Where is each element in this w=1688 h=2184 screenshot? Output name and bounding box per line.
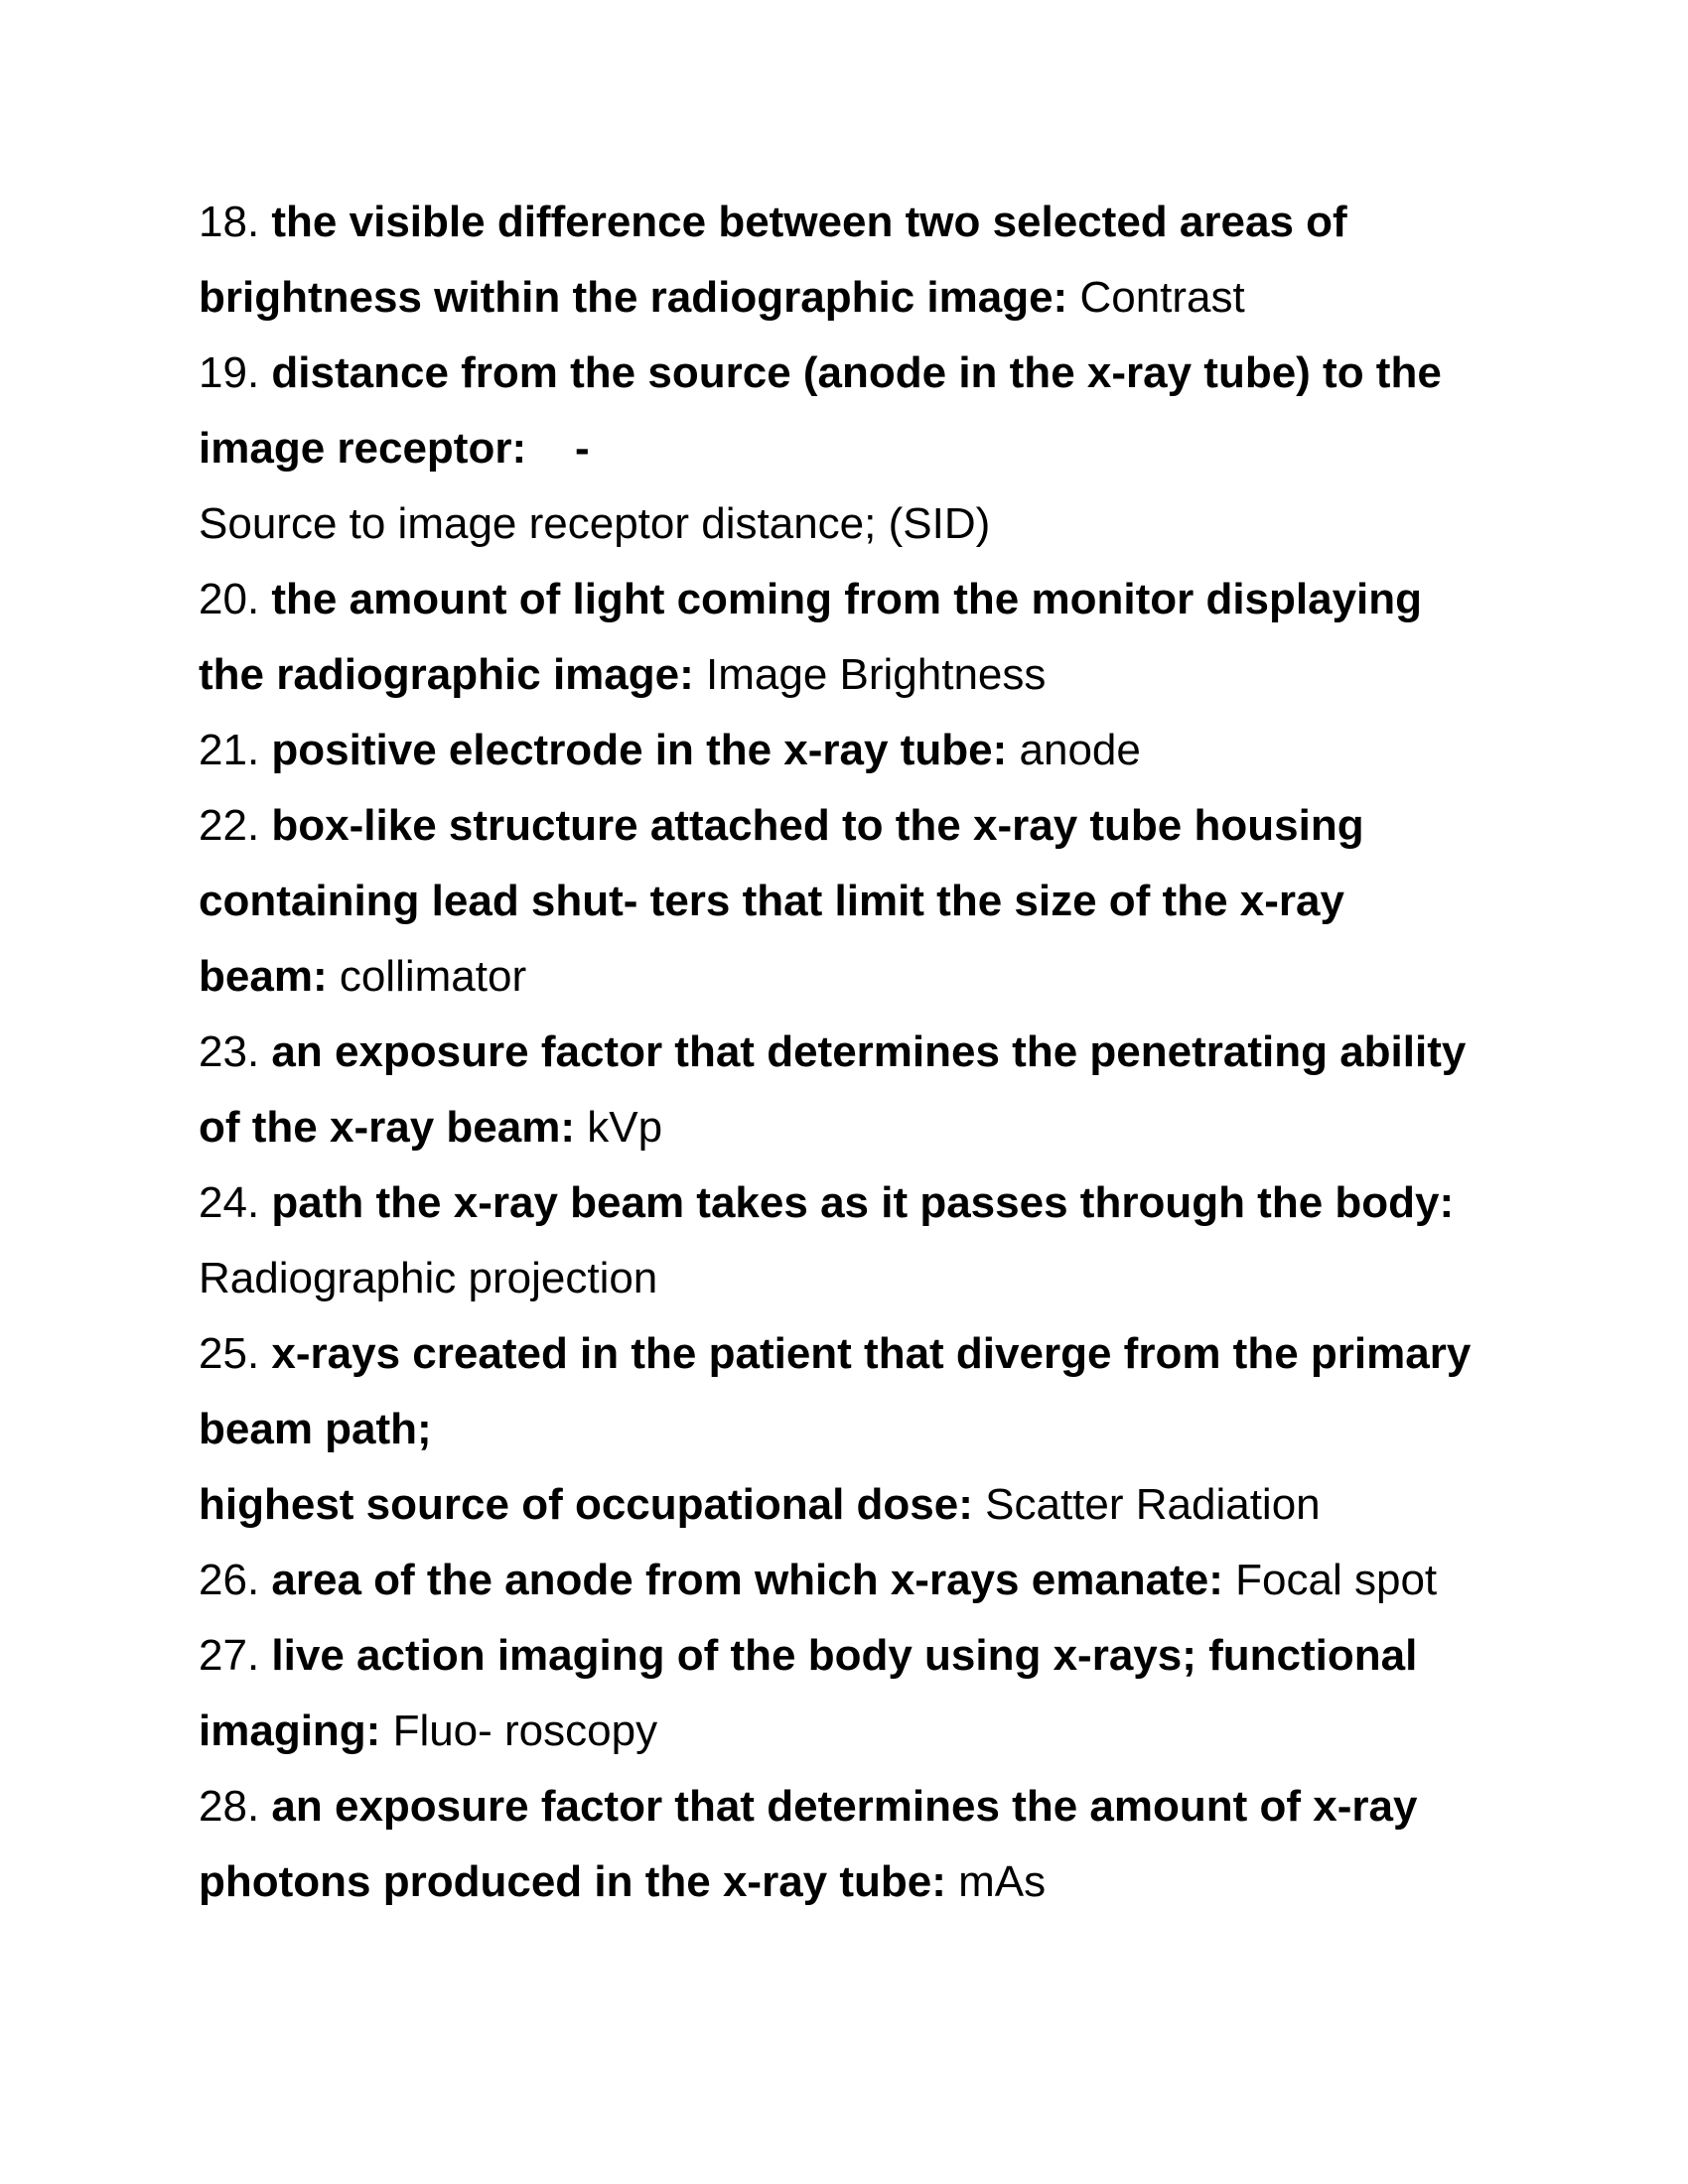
entry-23 bbox=[199, 1015, 1509, 1165]
question-text: containing lead shut- ters that limit the size of the x-ray bbox=[199, 877, 1344, 925]
entry-22 bbox=[199, 788, 1509, 1015]
entry-line bbox=[199, 637, 1509, 713]
question-text: box-like structure attached to the x-ray tube housing bbox=[271, 801, 1364, 850]
entry-26 bbox=[199, 1543, 1509, 1618]
entry-line bbox=[199, 1090, 1509, 1165]
answer-text: Radiographic projection bbox=[199, 1254, 658, 1302]
question-text: the amount of light coming from the monitor displaying bbox=[271, 575, 1423, 623]
entry-line bbox=[199, 1165, 1509, 1241]
question-text: beam: bbox=[199, 952, 328, 1001]
question-text: the visible difference between two selected areas of bbox=[271, 198, 1347, 246]
question-text: x-rays created in the patient that diverge from the primary bbox=[271, 1329, 1472, 1378]
entry-line bbox=[199, 260, 1509, 336]
entry-line bbox=[199, 1467, 1509, 1543]
document-page bbox=[199, 185, 1509, 1920]
entry-line bbox=[199, 1015, 1509, 1090]
answer-text: Scatter Radiation bbox=[985, 1480, 1321, 1529]
question-text: image receptor: - bbox=[199, 424, 590, 473]
entry-line bbox=[199, 1241, 1509, 1316]
entry-number: 26. bbox=[199, 1556, 260, 1604]
answer-text: Image Brightness bbox=[706, 650, 1047, 699]
entry-line bbox=[199, 1618, 1509, 1694]
question-text: an exposure factor that determines the penetrating ability bbox=[271, 1027, 1467, 1076]
entry-19 bbox=[199, 336, 1509, 562]
question-text: path the x-ray beam takes as it passes through the body: bbox=[271, 1178, 1455, 1227]
entry-number: 28. bbox=[199, 1782, 260, 1831]
entry-25 bbox=[199, 1316, 1509, 1543]
entry-line bbox=[199, 411, 1509, 486]
entry-27 bbox=[199, 1618, 1509, 1769]
answer-text: Contrast bbox=[1079, 273, 1245, 322]
answer-text: collimator bbox=[339, 952, 527, 1001]
entry-line bbox=[199, 1316, 1509, 1392]
entry-line bbox=[199, 1392, 1509, 1467]
entry-number: 27. bbox=[199, 1631, 260, 1680]
entry-line bbox=[199, 1769, 1509, 1844]
question-text: an exposure factor that determines the amount of x-ray bbox=[271, 1782, 1418, 1831]
entry-number: 22. bbox=[199, 801, 260, 850]
entry-24 bbox=[199, 1165, 1509, 1316]
entry-line bbox=[199, 486, 1509, 562]
answer-text: kVp bbox=[587, 1103, 663, 1152]
answer-text: mAs bbox=[958, 1857, 1047, 1906]
question-text: distance from the source (anode in the x-ray tube) to the bbox=[271, 348, 1442, 397]
entry-number: 21. bbox=[199, 726, 260, 774]
entry-line bbox=[199, 336, 1509, 411]
question-text: highest source of occupational dose: bbox=[199, 1480, 973, 1529]
entry-number: 25. bbox=[199, 1329, 260, 1378]
answer-text: Source to image receptor distance; (SID) bbox=[199, 499, 991, 548]
entry-18 bbox=[199, 185, 1509, 336]
entry-28 bbox=[199, 1769, 1509, 1920]
entry-20 bbox=[199, 562, 1509, 713]
question-text: live action imaging of the body using x-rays; functional bbox=[271, 1631, 1418, 1680]
entry-number: 19. bbox=[199, 348, 260, 397]
entry-21 bbox=[199, 713, 1509, 788]
entry-line bbox=[199, 562, 1509, 637]
entry-number: 24. bbox=[199, 1178, 260, 1227]
question-text: beam path; bbox=[199, 1405, 432, 1453]
entry-line bbox=[199, 788, 1509, 864]
answer-text: Fluo- roscopy bbox=[392, 1706, 658, 1755]
question-text: of the x-ray beam: bbox=[199, 1103, 575, 1152]
entry-line bbox=[199, 185, 1509, 260]
entry-line bbox=[199, 1844, 1509, 1920]
entry-number: 20. bbox=[199, 575, 260, 623]
question-text: the radiographic image: bbox=[199, 650, 694, 699]
question-text: area of the anode from which x-rays emanate: bbox=[271, 1556, 1223, 1604]
entry-line bbox=[199, 939, 1509, 1015]
question-text: photons produced in the x-ray tube: bbox=[199, 1857, 946, 1906]
entry-number: 23. bbox=[199, 1027, 260, 1076]
answer-text: anode bbox=[1019, 726, 1141, 774]
question-text: brightness within the radiographic image: bbox=[199, 273, 1068, 322]
entry-number: 18. bbox=[199, 198, 260, 246]
question-text: imaging: bbox=[199, 1706, 381, 1755]
entry-line bbox=[199, 713, 1509, 788]
entry-line bbox=[199, 1543, 1509, 1618]
entry-line bbox=[199, 1694, 1509, 1769]
question-text: positive electrode in the x-ray tube: bbox=[271, 726, 1008, 774]
entry-line bbox=[199, 864, 1509, 939]
answer-text: Focal spot bbox=[1235, 1556, 1438, 1604]
